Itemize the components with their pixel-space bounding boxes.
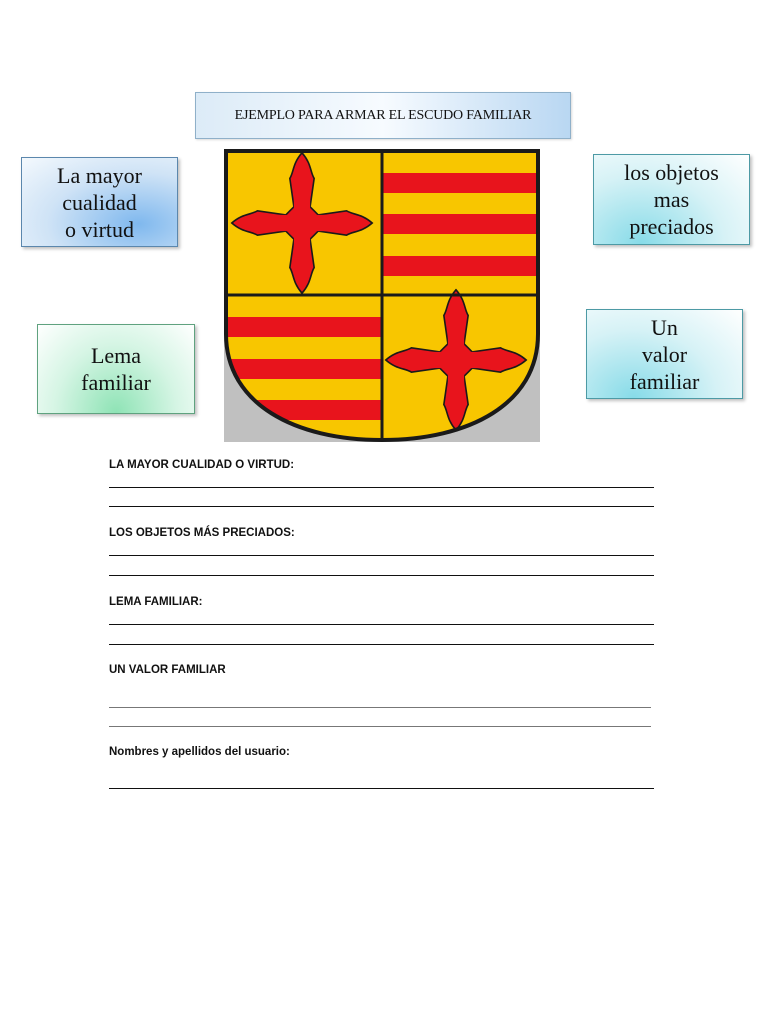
label-objetos-preciados: LOS OBJETOS MÁS PRECIADOS: [109,527,295,539]
callout-valor-familiar-text: Un valor familiar [629,314,700,394]
page-title [195,92,571,139]
answer-line[interactable] [109,707,651,708]
answer-line[interactable] [109,487,654,488]
answer-line[interactable] [109,644,654,645]
label-valor-familiar: UN VALOR FAMILIAR [109,664,226,676]
answer-line[interactable] [109,506,654,507]
callout-mayor-cualidad [21,157,178,247]
label-mayor-cualidad: LA MAYOR CUALIDAD O VIRTUD: [109,459,295,471]
callout-objetos-preciados [593,154,750,245]
callout-objetos-preciados-text: los objetos mas preciados [624,160,719,239]
callout-lema-familiar-text: Lema familiar [81,343,151,395]
answer-line[interactable] [109,575,654,576]
answer-line[interactable] [109,624,654,625]
label-lema-familiar: LEMA FAMILIAR: [109,596,203,608]
callout-valor-familiar [586,309,743,399]
family-shield-image [224,149,540,442]
answer-line[interactable] [109,555,654,556]
page-title-text: EJEMPLO PARA ARMAR EL ESCUDO FAMILIAR [234,107,532,123]
label-nombres-apellidos: Nombres y apellidos del usuario: [109,746,290,758]
callout-mayor-cualidad-text: La mayor cualidad o virtud [57,162,142,242]
answer-line[interactable] [109,726,651,727]
answer-line[interactable] [109,788,654,789]
callout-lema-familiar [37,324,195,414]
